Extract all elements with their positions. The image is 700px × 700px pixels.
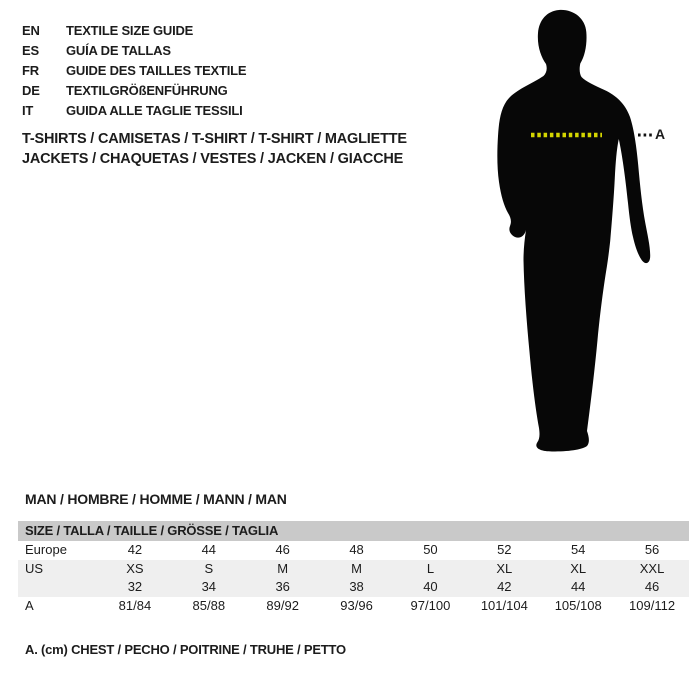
category-line: JACKETS / CHAQUETAS / VESTES / JACKEN / GIACCHE xyxy=(22,151,404,167)
size-value-cell: L xyxy=(426,560,435,576)
size-value-cell: 32 xyxy=(127,579,143,594)
size-value-cell: 56 xyxy=(644,542,660,557)
man-silhouette xyxy=(495,8,665,453)
size-value-cell: M xyxy=(277,560,289,576)
table-row xyxy=(18,597,689,616)
language-label: GUIDE DES TAILLES TEXTILE xyxy=(66,63,247,78)
size-value-cell: XL xyxy=(570,560,587,576)
language-label: TEXTILGRÖßENFÜHRUNG xyxy=(66,83,228,98)
size-value-cell: 85/88 xyxy=(192,597,226,613)
language-code: IT xyxy=(22,103,34,118)
size-value-cell: 52 xyxy=(497,542,512,557)
size-value-cell: XL xyxy=(496,560,513,576)
category-line: T-SHIRTS / CAMISETAS / T-SHIRT / T-SHIRT / MAGLIETTE xyxy=(22,131,407,147)
size-value-cell: 44 xyxy=(201,542,217,557)
size-value-cell: M xyxy=(351,560,362,576)
table-row xyxy=(18,578,689,597)
size-value-cell: 89/92 xyxy=(266,597,299,613)
language-row xyxy=(22,101,246,121)
measure-label-a: A xyxy=(655,126,666,142)
size-value-cell: 44 xyxy=(570,579,586,594)
language-label: GUÍA DE TALLAS xyxy=(66,43,171,58)
size-value-cell: 93/96 xyxy=(340,597,373,613)
language-code: DE xyxy=(22,83,40,98)
size-value-cell: 105/108 xyxy=(554,597,602,613)
row-label: A xyxy=(25,597,34,613)
size-value-cell: 109/112 xyxy=(629,597,676,613)
row-label: US xyxy=(25,560,44,576)
language-code: ES xyxy=(22,43,39,58)
man-silhouette-shape xyxy=(497,10,650,452)
size-value-cell: 42 xyxy=(127,542,143,557)
size-value-cell: XS xyxy=(126,560,144,576)
man-silhouette-figure xyxy=(495,8,665,453)
language-row xyxy=(22,21,246,41)
language-label: TEXTILE SIZE GUIDE xyxy=(66,23,194,38)
size-value-cell: S xyxy=(204,560,214,576)
size-value-cell: 34 xyxy=(201,579,217,594)
size-value-cell: 40 xyxy=(423,579,438,594)
table-row xyxy=(18,560,689,579)
measure-footnote: A. (cm) CHEST / PECHO / POITRINE / TRUHE / PETTO xyxy=(25,642,346,657)
size-value-cell: 46 xyxy=(644,579,660,594)
size-value-cell: 36 xyxy=(275,579,290,594)
size-value-cell: XXL xyxy=(639,560,665,576)
size-table-header: SIZE / TALLA / TAILLE / GRÖSSE / TAGLIA xyxy=(18,521,689,541)
size-value-cell: 50 xyxy=(423,542,438,557)
language-row xyxy=(22,61,246,81)
category-list xyxy=(22,129,407,169)
language-code: FR xyxy=(22,63,39,78)
size-value-cell: 97/100 xyxy=(410,597,451,613)
language-label: GUIDA ALLE TAGLIE TESSILI xyxy=(66,103,243,118)
row-label: Europe xyxy=(25,542,67,557)
size-value-cell: 38 xyxy=(349,579,364,594)
language-code: EN xyxy=(22,23,40,38)
table-row xyxy=(18,541,689,560)
section-title: MAN / HOMBRE / HOMME / MANN / MAN xyxy=(25,491,287,507)
size-value-cell: 101/104 xyxy=(480,597,528,613)
size-value-cell: 42 xyxy=(497,579,512,594)
language-list xyxy=(22,21,246,121)
row-label xyxy=(18,578,98,597)
size-value-cell: 46 xyxy=(275,542,290,557)
size-value-cell: 48 xyxy=(349,542,364,557)
size-value-cell: 54 xyxy=(570,542,586,557)
size-value-cell: 81/84 xyxy=(118,597,152,613)
language-row xyxy=(22,81,246,101)
size-table-body xyxy=(18,541,689,615)
language-row xyxy=(22,41,246,61)
size-table xyxy=(18,521,689,615)
